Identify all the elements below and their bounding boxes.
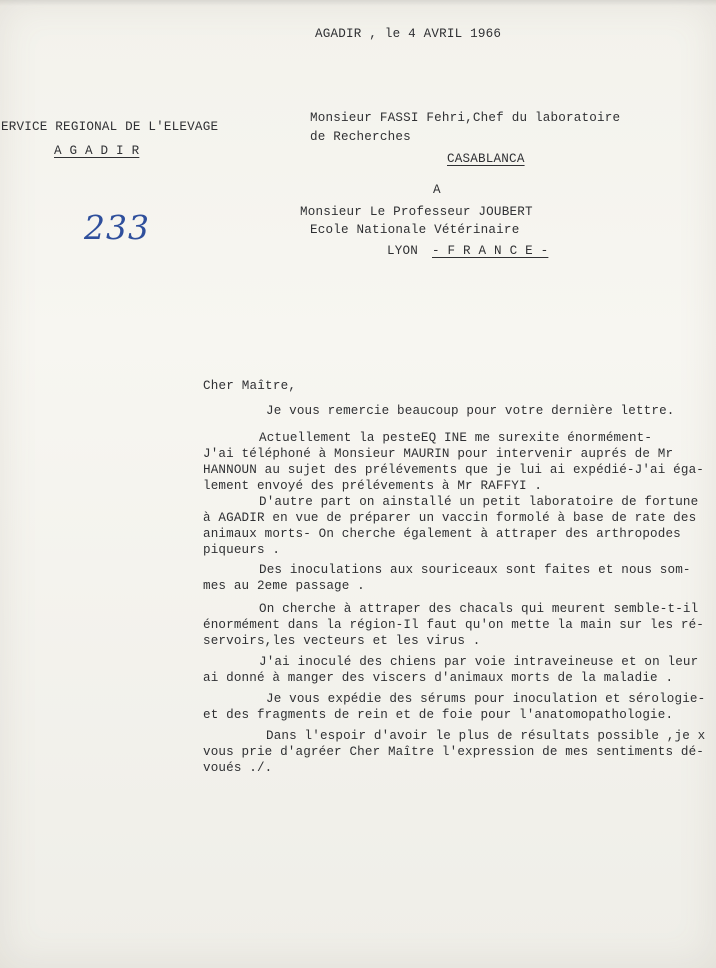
paragraph-7-line-2: et des fragments de rein et de foie pour l'anatomopathologie.: [203, 708, 674, 722]
paragraph-2-line-4: lement envoyé des prélévements à Mr RAFFYI .: [203, 479, 543, 493]
recipient-country: - F R A N C E -: [432, 244, 549, 258]
paragraph-3-line-3: animaux morts- On cherche également à attraper des arthropodes: [203, 527, 681, 541]
page-fold-shadow: [0, 0, 716, 6]
paragraph-6-line-2: ai donné à manger des viscers d'animaux morts de la maladie .: [203, 671, 674, 685]
paragraph-8-line-3: voués ./.: [203, 761, 273, 775]
paragraph-6-line-1: J'ai inoculé des chiens par voie intraveineuse et on leur: [259, 655, 699, 669]
paragraph-3-line-2: à AGADIR en vue de préparer un vaccin formolé à base de rate des: [203, 511, 697, 525]
paragraph-2-line-1: Actuellement la pesteEQ INE me surexite énormément-: [259, 431, 653, 445]
paragraph-3-line-1: D'autre part on ainstallé un petit laboratoire de fortune: [259, 495, 699, 509]
paragraph-2-line-3: HANNOUN au sujet des prélévements que je lui ai expédié-J'ai éga-: [203, 463, 704, 477]
from-department: de Recherches: [310, 130, 411, 144]
from-name: Monsieur FASSI Fehri,Chef du laboratoire: [310, 111, 621, 125]
paragraph-4-line-1: Des inoculations aux souriceaux sont faites et nous som-: [259, 563, 691, 577]
from-city: CASABLANCA: [447, 152, 525, 166]
date-line: AGADIR , le 4 AVRIL 1966: [315, 27, 502, 41]
recipient-school: Ecole Nationale Vétérinaire: [310, 223, 520, 237]
to-marker: A: [433, 183, 441, 197]
paragraph-5-line-2: énormément dans la région-Il faut qu'on mette la main sur les ré-: [203, 618, 704, 632]
paragraph-2-line-2: J'ai téléphoné à Monsieur MAURIN pour intervenir auprés de Mr: [203, 447, 674, 461]
paragraph-5-line-3: servoirs,les vecteurs et les virus .: [203, 634, 481, 648]
paragraph-4-line-2: mes au 2eme passage .: [203, 579, 365, 593]
sender-service: ERVICE REGIONAL DE L'ELEVAGE: [1, 120, 219, 134]
recipient-city: LYON: [387, 244, 419, 258]
sender-city: A G A D I R: [54, 144, 140, 158]
recipient-name: Monsieur Le Professeur JOUBERT: [300, 205, 533, 219]
salutation: Cher Maître,: [203, 379, 297, 393]
paragraph-8-line-2: vous prie d'agréer Cher Maître l'expression de mes sentiments dé-: [203, 745, 704, 759]
paragraph-7-line-1: Je vous expédie des sérums pour inoculation et sérologie-: [266, 692, 706, 706]
paragraph-5-line-1: On cherche à attraper des chacals qui meurent semble-t-il: [259, 602, 699, 616]
paragraph-8-line-1: Dans l'espoir d'avoir le plus de résultats possible ,je x: [266, 729, 706, 743]
paragraph-1-line-1: Je vous remercie beaucoup pour votre dernière lettre.: [266, 404, 675, 418]
paragraph-3-line-4: piqueurs .: [203, 543, 281, 557]
handwritten-number: 233: [84, 208, 150, 247]
